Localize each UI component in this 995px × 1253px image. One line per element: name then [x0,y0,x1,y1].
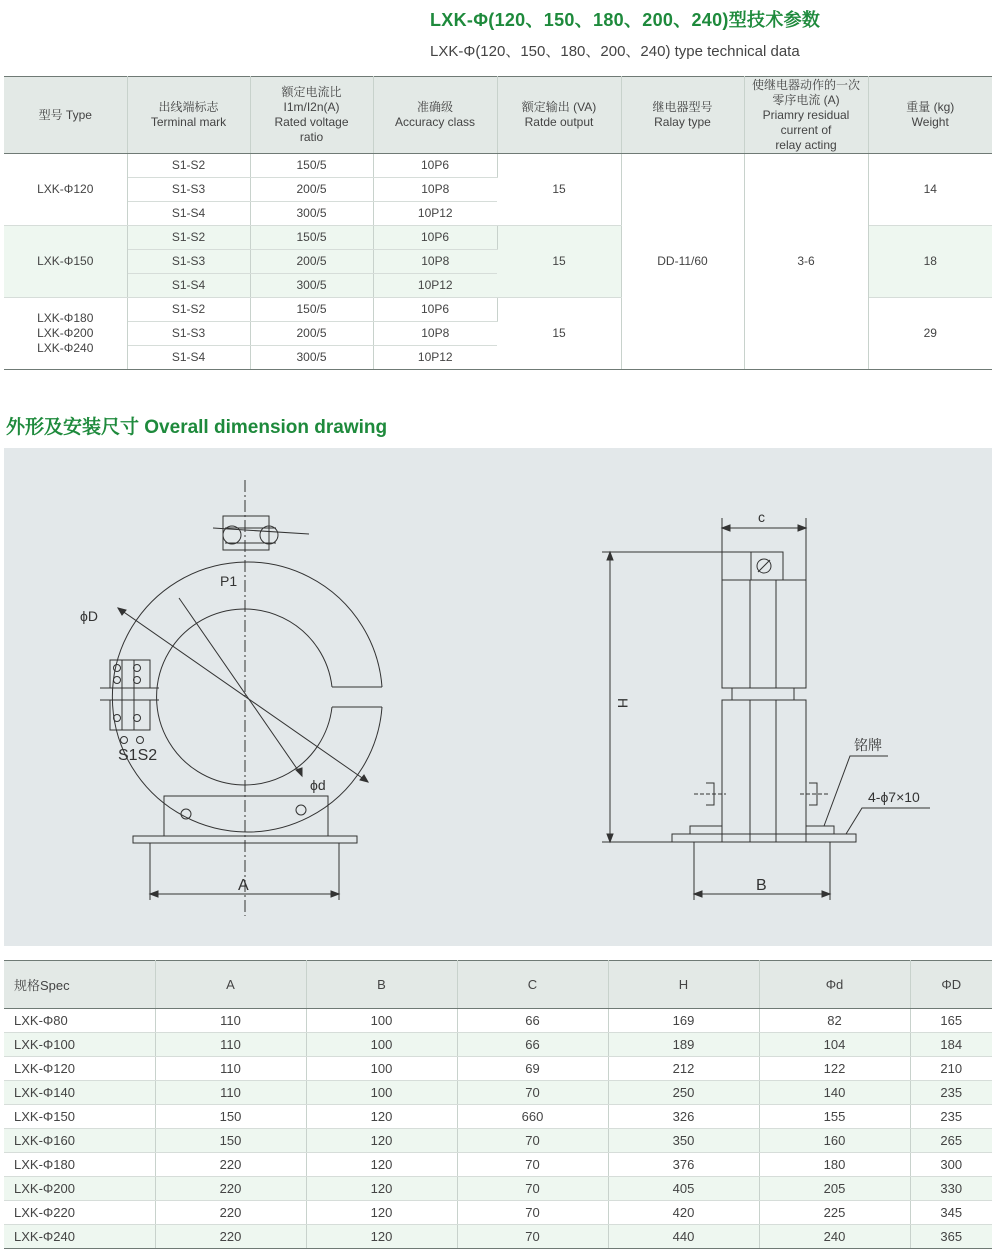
label-phi-d: ϕd [310,777,326,793]
phi-d-cell: 82 [759,1009,910,1033]
phi-d-line [179,598,302,776]
ratio-cell: 200/5 [250,178,373,202]
top-clamp [223,516,269,550]
table-row [4,1081,992,1105]
label-c: c [758,509,765,525]
header-weight: 重量 (kg) Weight [868,77,992,154]
c-cell: 70 [457,1081,608,1105]
spec-cell: LXK-Φ200 [4,1177,155,1201]
output-cell: 15 [497,226,621,298]
output-cell: 15 [497,154,621,226]
phi-D-cell: 184 [910,1033,992,1057]
phi-D-cell: 235 [910,1105,992,1129]
header-type: 型号 Type [4,77,127,154]
h-cell: 250 [608,1081,759,1105]
accuracy-cell: 10P8 [373,250,497,274]
inner-ring [157,609,332,785]
terminal-cell: S1-S4 [127,202,250,226]
phi-D-cell: 210 [910,1057,992,1081]
b-cell: 120 [306,1201,457,1225]
a-cell: 220 [155,1201,306,1225]
phi-d-cell: 240 [759,1225,910,1249]
accuracy-cell: 10P12 [373,346,497,370]
b-cell: 100 [306,1057,457,1081]
b-cell: 120 [306,1105,457,1129]
label-holes: 4-ϕ7×10 [868,789,920,805]
a-cell: 110 [155,1081,306,1105]
c-cell: 70 [457,1201,608,1225]
h-cell: 376 [608,1153,759,1177]
a-cell: 110 [155,1057,306,1081]
header-B: B [306,961,457,1009]
page-subtitle: LXK-Φ(120、150、180、200、240) type technical data [430,43,800,60]
terminal-cell: S1-S2 [127,154,250,178]
front-base [164,796,328,836]
section-title: 外形及安装尺寸 Overall dimension drawing [6,417,388,438]
header-A: A [155,961,306,1009]
b-cell: 100 [306,1009,457,1033]
h-cell: 420 [608,1201,759,1225]
table-row [4,1201,992,1225]
type-cell: LXK-Φ150 [4,226,127,298]
weight-cell: 18 [868,226,992,298]
page-title: LXK-Φ(120、150、180、200、240)型技术参数 [430,10,821,30]
table-row [4,1105,992,1129]
accuracy-cell: 10P12 [373,274,497,298]
phi-d-cell: 122 [759,1057,910,1081]
terminal-cell: S1-S4 [127,274,250,298]
table-row [4,1177,992,1201]
a-cell: 220 [155,1225,306,1249]
phi-d-cell: 140 [759,1081,910,1105]
terminal-cell: S1-S2 [127,298,250,322]
table-row [4,1009,992,1033]
h-cell: 212 [608,1057,759,1081]
accuracy-cell: 10P6 [373,154,497,178]
h-cell: 189 [608,1033,759,1057]
table-row [4,154,992,178]
ratio-cell: 200/5 [250,250,373,274]
h-cell: 350 [608,1129,759,1153]
h-cell: 405 [608,1177,759,1201]
c-cell: 69 [457,1057,608,1081]
h-cell: 440 [608,1225,759,1249]
c-cell: 66 [457,1009,608,1033]
c-cell: 70 [457,1177,608,1201]
header-output: 额定输出 (VA) Ratde output [497,77,621,154]
accuracy-cell: 10P12 [373,202,497,226]
phi-D-cell: 265 [910,1129,992,1153]
b-cell: 120 [306,1177,457,1201]
table-row [4,1225,992,1249]
side-upper-body [722,580,806,688]
phi-d-cell: 104 [759,1033,910,1057]
b-cell: 100 [306,1033,457,1057]
label-p1: P1 [220,573,238,589]
weight-cell: 14 [868,154,992,226]
spec-cell: LXK-Φ100 [4,1033,155,1057]
type-cell: LXK-Φ120 [4,154,127,226]
terminal-cell: S1-S3 [127,322,250,346]
a-cell: 220 [155,1153,306,1177]
side-top-bolt [751,552,783,580]
c-cell: 66 [457,1033,608,1057]
ratio-cell: 150/5 [250,298,373,322]
h-cell: 326 [608,1105,759,1129]
table-header-row [4,77,992,154]
header-spec: 规格Spec [4,961,155,1009]
table-row [4,1153,992,1177]
phi-d-cell: 160 [759,1129,910,1153]
residual-current-cell: 3-6 [744,154,868,370]
table-row [4,1033,992,1057]
b-cell: 100 [306,1081,457,1105]
header-residual: 使继电器动作的一次 零序电流 (A) Priamry residual current of relay acting [744,77,868,154]
phi-D-cell: 235 [910,1081,992,1105]
b-cell: 120 [306,1225,457,1249]
dim-header-row [4,961,992,1009]
weight-cell: 29 [868,298,992,370]
relay-type-cell: DD-11/60 [621,154,744,370]
drawing-svg [4,448,992,946]
h-cell: 169 [608,1009,759,1033]
a-cell: 110 [155,1033,306,1057]
spec-cell: LXK-Φ140 [4,1081,155,1105]
header-relay: 继电器型号 Ralay type [621,77,744,154]
header-terminal: 出线端标志 Terminal mark [127,77,250,154]
a-cell: 220 [155,1177,306,1201]
accuracy-cell: 10P6 [373,298,497,322]
phi-d-cell: 155 [759,1105,910,1129]
accuracy-cell: 10P8 [373,322,497,346]
technical-data-table [4,76,992,370]
c-cell: 70 [457,1153,608,1177]
table-row [4,1129,992,1153]
ratio-cell: 150/5 [250,154,373,178]
accuracy-cell: 10P8 [373,178,497,202]
c-cell: 70 [457,1225,608,1249]
label-nameplate: 铭牌 [854,737,882,753]
side-lower-body [722,700,806,842]
terminal-cell: S1-S2 [127,226,250,250]
b-cell: 120 [306,1129,457,1153]
terminal-cell: S1-S3 [127,178,250,202]
header-phi-d: Φd [759,961,910,1009]
a-cell: 110 [155,1009,306,1033]
label-s1s2: S1S2 [118,747,158,764]
label-A: A [238,877,249,894]
spec-cell: LXK-Φ120 [4,1057,155,1081]
spec-cell: LXK-Φ220 [4,1201,155,1225]
phi-d-cell: 225 [759,1201,910,1225]
terminal-cell: S1-S4 [127,346,250,370]
a-cell: 150 [155,1105,306,1129]
ratio-cell: 200/5 [250,322,373,346]
terminal-cell: S1-S3 [127,250,250,274]
spec-cell: LXK-Φ180 [4,1153,155,1177]
phi-d-cell: 180 [759,1153,910,1177]
ratio-cell: 300/5 [250,274,373,298]
header-accuracy: 准确级 Accuracy class [373,77,497,154]
side-base-plate [672,834,856,842]
phi-D-cell: 165 [910,1009,992,1033]
accuracy-cell: 10P6 [373,226,497,250]
label-H: H [615,698,631,709]
phi-D-cell: 330 [910,1177,992,1201]
header-H: H [608,961,759,1009]
ratio-cell: 300/5 [250,346,373,370]
holes-leader [846,808,930,834]
phi-D-cell: 345 [910,1201,992,1225]
output-cell: 15 [497,298,621,370]
spec-cell: LXK-Φ80 [4,1009,155,1033]
b-cell: 120 [306,1153,457,1177]
header-ratio: 额定电流比 I1m/I2n(A) Rated voltage ratio [250,77,373,154]
spec-cell: LXK-Φ240 [4,1225,155,1249]
spec-cell: LXK-Φ150 [4,1105,155,1129]
label-phi-D: ϕD [80,608,98,624]
table-row [4,1057,992,1081]
label-B: B [756,877,767,894]
header-C: C [457,961,608,1009]
phi-d-cell: 205 [759,1177,910,1201]
header-phi-D: ΦD [910,961,992,1009]
c-cell: 660 [457,1105,608,1129]
ratio-cell: 300/5 [250,202,373,226]
a-cell: 150 [155,1129,306,1153]
dimension-drawing [4,448,992,946]
dimension-table [4,960,992,1249]
c-cell: 70 [457,1129,608,1153]
phi-D-cell: 300 [910,1153,992,1177]
spec-cell: LXK-Φ160 [4,1129,155,1153]
ratio-cell: 150/5 [250,226,373,250]
type-cell: LXK-Φ180 LXK-Φ200 LXK-Φ240 [4,298,127,370]
phi-D-cell: 365 [910,1225,992,1249]
